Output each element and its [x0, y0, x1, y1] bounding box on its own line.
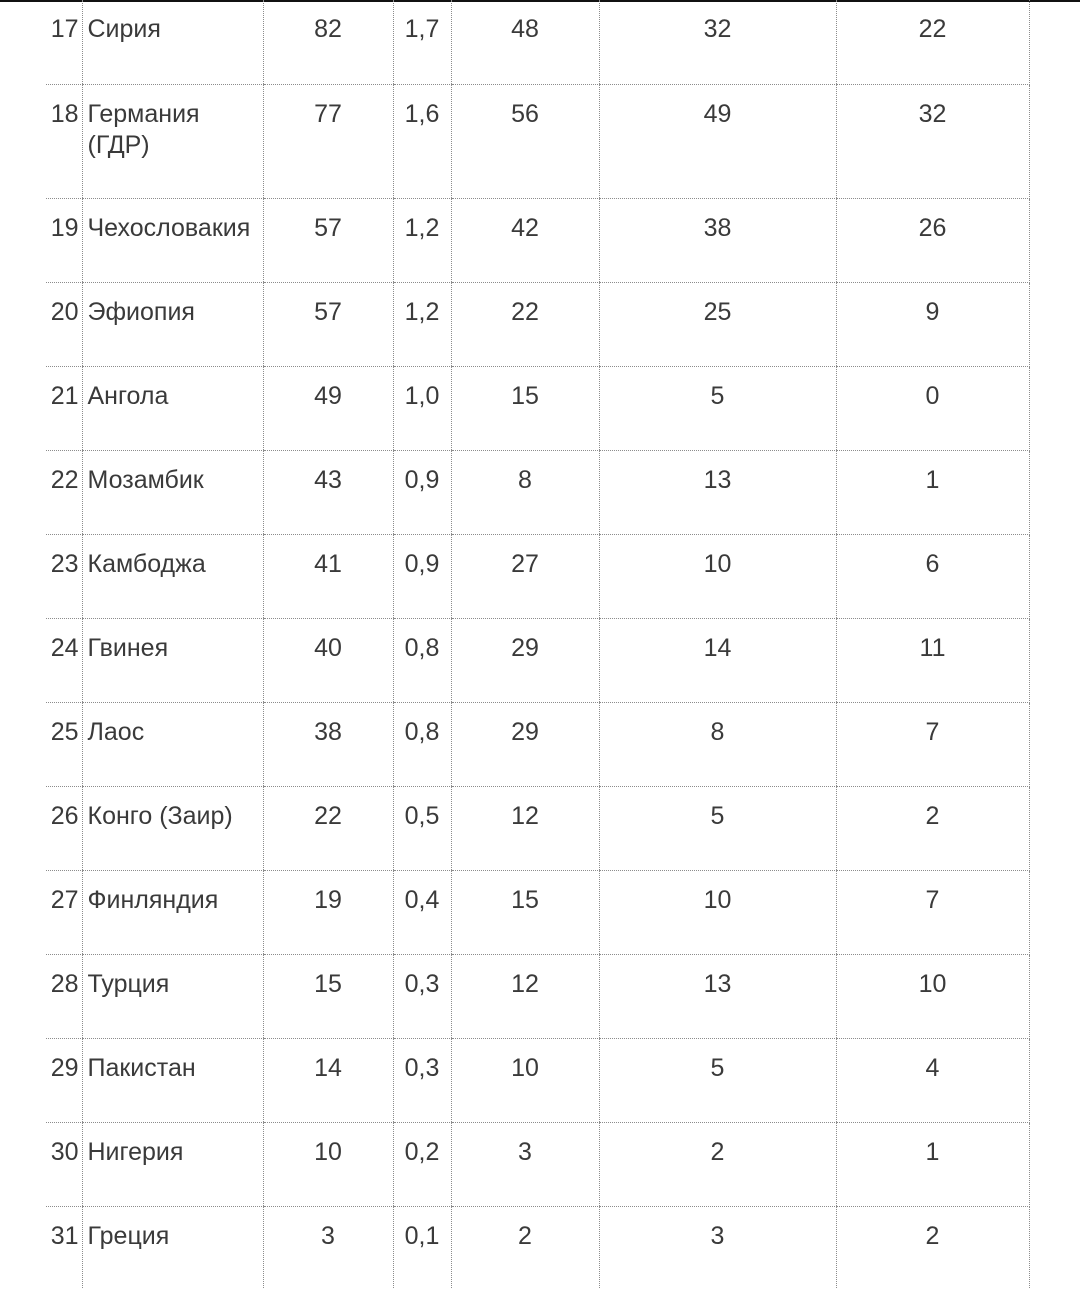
value-col-2: 1,6 [393, 84, 451, 198]
value-col-4: 38 [599, 198, 836, 282]
value-col-1: 82 [263, 0, 393, 84]
value-col-3: 15 [451, 870, 599, 954]
table-row [46, 366, 1029, 450]
table-row [46, 1206, 1029, 1288]
country-name: Финляндия [82, 870, 263, 954]
value-col-2: 1,2 [393, 282, 451, 366]
row-number: 23 [46, 534, 82, 618]
value-col-3: 8 [451, 450, 599, 534]
value-col-5: 4 [836, 1038, 1029, 1122]
country-name: Эфиопия [82, 282, 263, 366]
value-col-5: 22 [836, 0, 1029, 84]
value-col-2: 0,9 [393, 534, 451, 618]
value-col-4: 5 [599, 366, 836, 450]
value-col-2: 0,4 [393, 870, 451, 954]
value-col-3: 12 [451, 786, 599, 870]
value-col-5: 7 [836, 870, 1029, 954]
value-col-1: 10 [263, 1122, 393, 1206]
value-col-5: 2 [836, 786, 1029, 870]
table-row [46, 450, 1029, 534]
row-number: 27 [46, 870, 82, 954]
value-col-2: 1,0 [393, 366, 451, 450]
value-col-5: 32 [836, 84, 1029, 198]
value-col-1: 38 [263, 702, 393, 786]
country-name: Чехословакия [82, 198, 263, 282]
value-col-1: 19 [263, 870, 393, 954]
value-col-2: 0,9 [393, 450, 451, 534]
value-col-2: 0,5 [393, 786, 451, 870]
row-number: 28 [46, 954, 82, 1038]
value-col-5: 9 [836, 282, 1029, 366]
value-col-5: 11 [836, 618, 1029, 702]
value-col-5: 26 [836, 198, 1029, 282]
value-col-3: 3 [451, 1122, 599, 1206]
value-col-4: 10 [599, 870, 836, 954]
row-number: 21 [46, 366, 82, 450]
country-name: Германия (ГДР) [82, 84, 263, 198]
row-number: 20 [46, 282, 82, 366]
table-row [46, 954, 1029, 1038]
value-col-4: 8 [599, 702, 836, 786]
value-col-4: 49 [599, 84, 836, 198]
table-row [46, 1038, 1029, 1122]
table-row [46, 702, 1029, 786]
value-col-1: 41 [263, 534, 393, 618]
value-col-5: 0 [836, 366, 1029, 450]
value-col-2: 1,2 [393, 198, 451, 282]
country-name: Турция [82, 954, 263, 1038]
country-name: Сирия [82, 0, 263, 84]
value-col-3: 10 [451, 1038, 599, 1122]
value-col-2: 0,2 [393, 1122, 451, 1206]
row-number: 19 [46, 198, 82, 282]
value-col-5: 6 [836, 534, 1029, 618]
value-col-4: 13 [599, 450, 836, 534]
value-col-1: 49 [263, 366, 393, 450]
row-number: 17 [46, 0, 82, 84]
value-col-3: 29 [451, 618, 599, 702]
value-col-3: 48 [451, 0, 599, 84]
row-number: 25 [46, 702, 82, 786]
table-row [46, 786, 1029, 870]
country-name: Конго (Заир) [82, 786, 263, 870]
value-col-1: 43 [263, 450, 393, 534]
country-name: Пакистан [82, 1038, 263, 1122]
value-col-2: 0,8 [393, 618, 451, 702]
country-name: Мозамбик [82, 450, 263, 534]
row-number: 22 [46, 450, 82, 534]
country-name: Греция [82, 1206, 263, 1288]
value-col-4: 25 [599, 282, 836, 366]
table-body [46, 0, 1029, 1288]
value-col-1: 57 [263, 282, 393, 366]
value-col-3: 42 [451, 198, 599, 282]
table-row [46, 282, 1029, 366]
value-col-4: 5 [599, 786, 836, 870]
value-col-3: 22 [451, 282, 599, 366]
value-col-1: 57 [263, 198, 393, 282]
value-col-4: 10 [599, 534, 836, 618]
table-row [46, 84, 1029, 198]
value-col-1: 77 [263, 84, 393, 198]
row-number: 30 [46, 1122, 82, 1206]
table-row [46, 0, 1029, 84]
value-col-5: 7 [836, 702, 1029, 786]
value-col-2: 0,1 [393, 1206, 451, 1288]
value-col-1: 40 [263, 618, 393, 702]
value-col-1: 22 [263, 786, 393, 870]
value-col-3: 29 [451, 702, 599, 786]
value-col-5: 1 [836, 450, 1029, 534]
row-number: 18 [46, 84, 82, 198]
value-col-5: 2 [836, 1206, 1029, 1288]
country-name: Камбоджа [82, 534, 263, 618]
table-row [46, 618, 1029, 702]
country-name: Гвинея [82, 618, 263, 702]
value-col-3: 2 [451, 1206, 599, 1288]
value-col-4: 2 [599, 1122, 836, 1206]
value-col-4: 3 [599, 1206, 836, 1288]
country-name: Лаос [82, 702, 263, 786]
value-col-4: 14 [599, 618, 836, 702]
value-col-1: 3 [263, 1206, 393, 1288]
table-row [46, 1122, 1029, 1206]
country-name: Нигерия [82, 1122, 263, 1206]
value-col-5: 1 [836, 1122, 1029, 1206]
value-col-2: 0,8 [393, 702, 451, 786]
row-number: 26 [46, 786, 82, 870]
value-col-4: 32 [599, 0, 836, 84]
value-col-3: 56 [451, 84, 599, 198]
table-row [46, 534, 1029, 618]
value-col-3: 12 [451, 954, 599, 1038]
row-number: 31 [50, 1221, 79, 1250]
country-data-table [46, 0, 1030, 1288]
value-col-2: 1,7 [393, 0, 451, 84]
table-row [46, 198, 1029, 282]
value-col-1: 14 [263, 1038, 393, 1122]
country-name: Ангола [82, 366, 263, 450]
row-number: 29 [46, 1038, 82, 1122]
value-col-2: 0,3 [393, 954, 451, 1038]
value-col-3: 15 [451, 366, 599, 450]
value-col-2: 0,3 [393, 1038, 451, 1122]
value-col-4: 13 [599, 954, 836, 1038]
value-col-1: 15 [263, 954, 393, 1038]
value-col-5: 10 [836, 954, 1029, 1038]
table-row [46, 870, 1029, 954]
value-col-3: 27 [451, 534, 599, 618]
value-col-4: 5 [599, 1038, 836, 1122]
row-number: 24 [46, 618, 82, 702]
